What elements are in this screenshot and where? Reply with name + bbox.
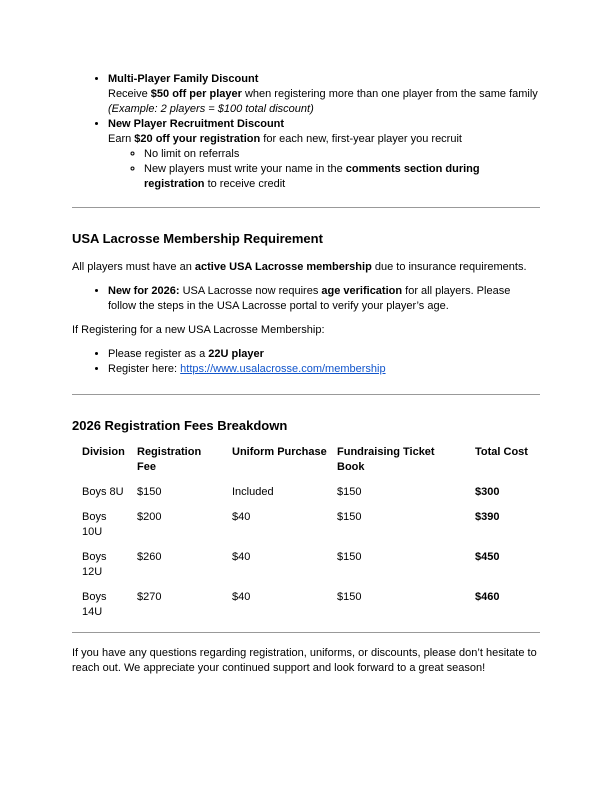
text-run: for each new, first-year player you recruit	[260, 133, 462, 145]
discount-description	[108, 87, 540, 102]
cell-registration-fee: $260	[137, 551, 162, 563]
text-run: due to insurance requirements.	[371, 261, 527, 273]
bullet-text	[108, 362, 540, 377]
discount-example	[108, 102, 540, 117]
text-run: comments section during registration	[144, 163, 480, 190]
cell-uniform: Included	[232, 486, 274, 498]
col-header-registration-fee: Registration Fee	[137, 446, 202, 473]
text-run: All players must have an	[72, 261, 195, 273]
fees-heading: 2026 Registration Fees Breakdown	[72, 418, 288, 433]
text-run: 22U player	[208, 348, 264, 360]
cell-uniform: $40	[232, 511, 251, 523]
text-run: New for 2026:	[108, 285, 180, 297]
text-run: $50 off per player	[150, 88, 242, 100]
text-run: to receive credit	[204, 178, 286, 190]
text-run: when registering more than one player from the same family	[241, 88, 538, 100]
text-run: New players must write your name in the	[144, 163, 346, 175]
discount-description	[108, 132, 540, 147]
sub-item-text	[144, 162, 540, 192]
table-header-row	[72, 440, 540, 480]
cell-division: Boys 12U	[82, 551, 107, 578]
bullet-text	[108, 347, 540, 362]
cell-total-cost: $390	[475, 511, 500, 523]
text-run: Register here:	[108, 363, 181, 375]
recruitment-sublist	[108, 147, 540, 192]
text-run: age verification	[321, 285, 403, 297]
section-divider	[72, 207, 540, 208]
col-header-fundraising: Fundraising Ticket Book	[337, 446, 435, 473]
register-bullet-list	[72, 347, 540, 377]
cell-division: Boys 10U	[82, 511, 107, 538]
list-item-family-discount	[108, 72, 540, 117]
discount-title: • Multi-Player Family Discount	[108, 73, 259, 85]
col-header-division: Division	[82, 446, 125, 458]
cell-division: Boys 8U	[82, 486, 124, 498]
list-item-22u	[108, 347, 540, 362]
membership-heading: USA Lacrosse Membership Requirement	[72, 231, 323, 246]
membership-bullet-list	[72, 284, 540, 314]
section-divider	[72, 632, 540, 633]
col-header-uniform-purchase: Uniform Purchase	[232, 446, 327, 458]
text-run: USA Lacrosse now requires	[179, 285, 322, 297]
cell-registration-fee: $270	[137, 591, 162, 603]
discounts-list	[72, 72, 540, 192]
text-run: (Example: 2 players = $100 total discount)	[108, 103, 314, 115]
cell-division: Boys 14U	[82, 591, 107, 618]
table-row-boys-10u	[72, 505, 540, 545]
text-run: Please register as a	[108, 348, 209, 360]
table-row-boys-12u	[72, 545, 540, 585]
cell-registration-fee: $200	[137, 511, 162, 523]
cell-fundraising: $150	[337, 591, 362, 603]
if-registering-text: If Registering for a new USA Lacrosse Membership:	[72, 324, 325, 336]
text-run: Receive	[108, 88, 151, 100]
table-row-boys-8u	[72, 480, 540, 505]
text-run: for all players. Please follow the steps in the USA Lacrosse portal to verify your player’s age.	[108, 285, 511, 312]
fees-table	[72, 440, 540, 625]
closing-text: If you have any questions regarding registration, uniforms, or discounts, please don’t hesitate to reach out. We appreciate your continued support and look forward to a great season!	[72, 647, 537, 674]
text-run: No limit on referrals	[144, 148, 240, 160]
sub-item-text	[144, 147, 540, 162]
cell-total-cost: $460	[475, 591, 500, 603]
cell-fundraising: $150	[337, 551, 362, 563]
list-item-new-for-2026	[108, 284, 540, 314]
text-run: Earn	[108, 133, 135, 145]
bullet-text	[108, 284, 540, 314]
text-run: active USA Lacrosse membership	[194, 261, 372, 273]
cell-total-cost: $300	[475, 486, 500, 498]
list-item-no-limit	[144, 147, 540, 162]
cell-total-cost: $450	[475, 551, 500, 563]
list-item-register-link	[108, 362, 540, 377]
section-divider	[72, 394, 540, 395]
text-run: $20 off your registration	[134, 133, 261, 145]
col-header-total-cost: Total Cost	[475, 446, 528, 458]
discount-title: • New Player Recruitment Discount	[108, 118, 285, 130]
membership-intro	[72, 260, 540, 275]
cell-uniform: $40	[232, 591, 251, 603]
cell-registration-fee: $150	[137, 486, 162, 498]
list-item-comments-credit	[144, 162, 540, 192]
table-row-boys-14u	[72, 585, 540, 625]
list-item-recruitment-discount	[108, 117, 540, 192]
cell-fundraising: $150	[337, 486, 362, 498]
cell-fundraising: $150	[337, 511, 362, 523]
cell-uniform: $40	[232, 551, 251, 563]
membership-link[interactable]: https://www.usalacrosse.com/membership	[180, 363, 386, 375]
